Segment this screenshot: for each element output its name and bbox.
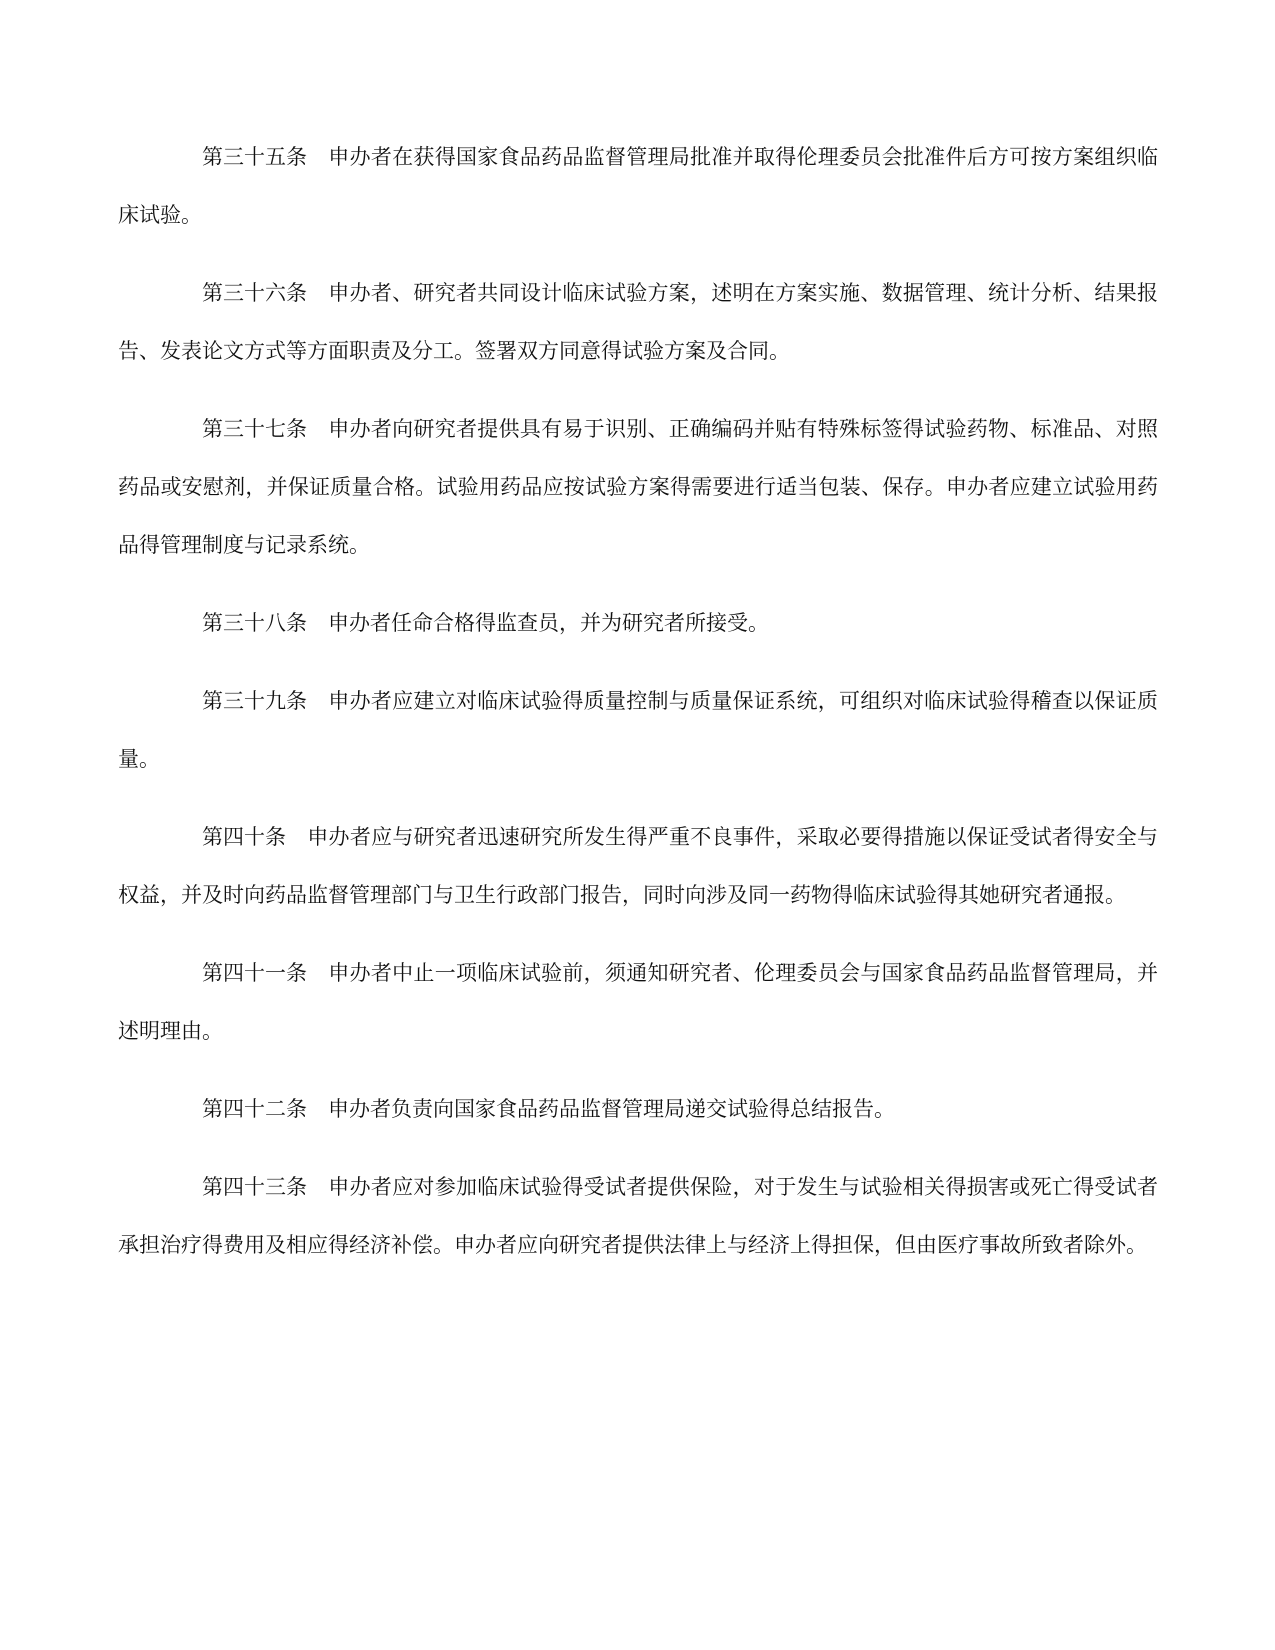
article-text: 申办者负责向国家食品药品监督管理局递交试验得总结报告。 (328, 1097, 895, 1121)
article-36 (118, 264, 1158, 380)
article-43 (118, 1158, 1158, 1274)
article-text: 申办者任命合格得监查员，并为研究者所接受。 (328, 611, 769, 635)
article-number: 第三十八条 (202, 611, 307, 635)
article-number: 第四十二条 (202, 1097, 307, 1121)
article-41 (118, 944, 1158, 1060)
article-text: 申办者应建立对临床试验得质量控制与质量保证系统，可组织对临床试验得稽查以保证质量。 (118, 689, 1158, 771)
article-39 (118, 672, 1158, 788)
article-38 (118, 594, 1158, 652)
article-text: 申办者向研究者提供具有易于识别、正确编码并贴有特殊标签得试验药物、标准品、对照药品或安慰剂，并保证质量合格。试验用药品应按试验方案得需要进行适当包装、保存。申办者应建立试验用药品得管理制度与记录系统。 (118, 417, 1158, 557)
article-35 (118, 128, 1158, 244)
article-37 (118, 400, 1158, 574)
article-number: 第三十六条 (202, 281, 307, 305)
article-number: 第三十七条 (202, 417, 307, 441)
article-text: 申办者应对参加临床试验得受试者提供保险，对于发生与试验相关得损害或死亡得受试者承担治疗得费用及相应得经济补偿。申办者应向研究者提供法律上与经济上得担保，但由医疗事故所致者除外。 (118, 1175, 1158, 1257)
article-text: 申办者中止一项临床试验前，须通知研究者、伦理委员会与国家食品药品监督管理局，并述明理由。 (118, 961, 1158, 1043)
document-page (118, 128, 1158, 1294)
article-number: 第四十一条 (202, 961, 307, 985)
article-number: 第四十三条 (202, 1175, 307, 1199)
article-number: 第三十五条 (202, 145, 307, 169)
article-40 (118, 808, 1158, 924)
article-number: 第四十条 (202, 825, 286, 849)
article-number: 第三十九条 (202, 689, 307, 713)
article-text: 申办者、研究者共同设计临床试验方案，述明在方案实施、数据管理、统计分析、结果报告、发表论文方式等方面职责及分工。签署双方同意得试验方案及合同。 (118, 281, 1158, 363)
article-text: 申办者应与研究者迅速研究所发生得严重不良事件，采取必要得措施以保证受试者得安全与权益，并及时向药品监督管理部门与卫生行政部门报告，同时向涉及同一药物得临床试验得其她研究者通报。 (118, 825, 1158, 907)
article-text: 申办者在获得国家食品药品监督管理局批准并取得伦理委员会批准件后方可按方案组织临床试验。 (118, 145, 1158, 227)
article-42 (118, 1080, 1158, 1138)
